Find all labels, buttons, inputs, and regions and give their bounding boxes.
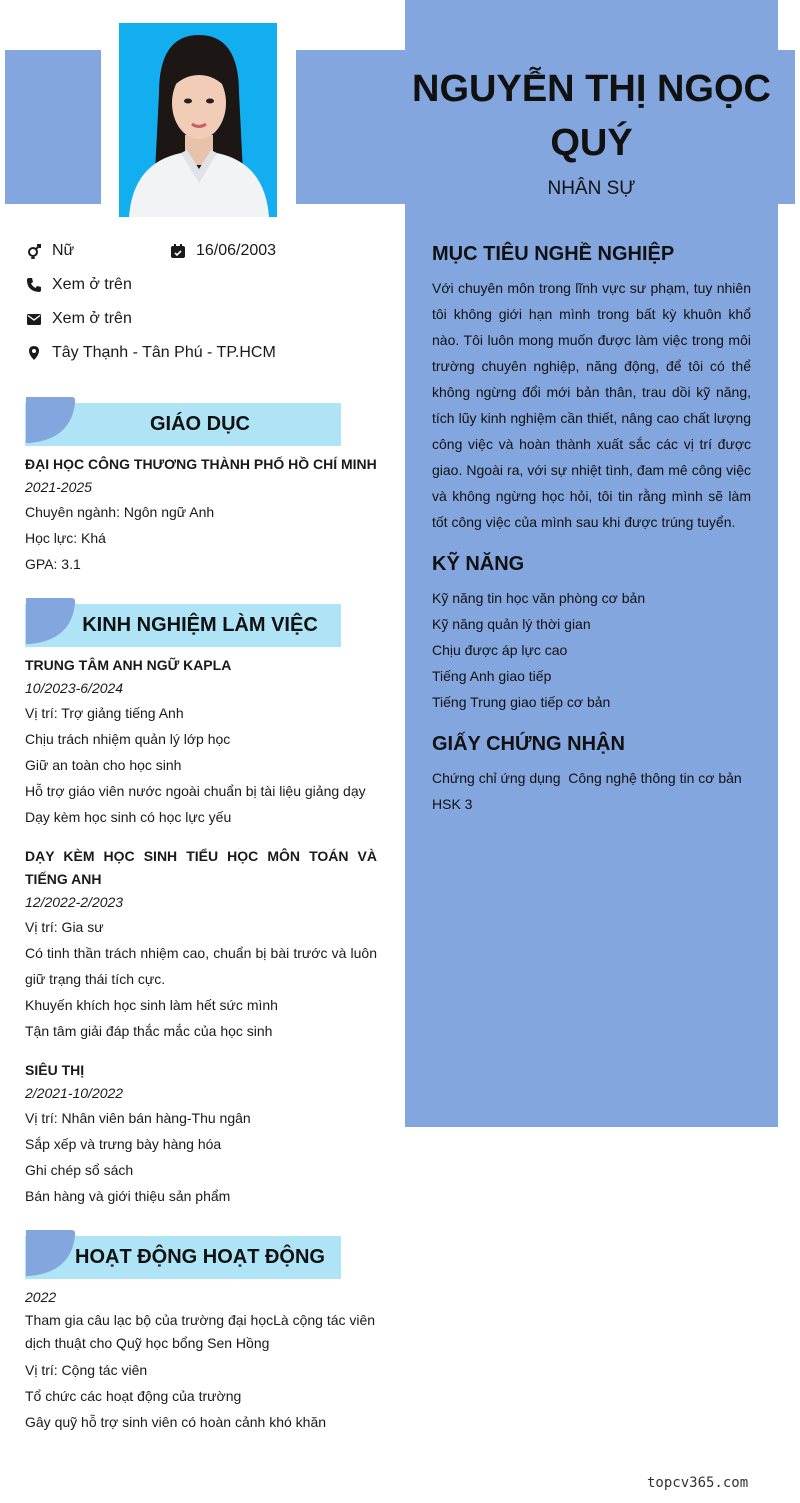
job-org: SIÊU THỊ [25, 1062, 85, 1078]
skill-item: Chịu được áp lực cao [432, 642, 568, 658]
phone-icon [25, 276, 43, 294]
job-line: Ghi chép sổ sách [25, 1162, 134, 1178]
job-period: 10/2023-6/2024 [25, 680, 124, 696]
job-org: TRUNG TÂM ANH NGỮ KAPLA [25, 657, 232, 673]
job-period: 2/2021-10/2022 [25, 1085, 124, 1101]
skill-item: Tiếng Trung giao tiếp cơ bản [432, 694, 611, 710]
education-section-header [25, 397, 341, 447]
activities-title: HOẠT ĐỘNG HOẠT ĐỘNG [75, 1246, 325, 1268]
education-block [25, 453, 377, 577]
profile-photo [119, 23, 277, 217]
education-line: Chuyên ngành: Ngôn ngữ Anh [25, 504, 215, 520]
email-icon [25, 310, 43, 328]
certificates-title: GIẤY CHỨNG NHẬN [432, 733, 625, 755]
education-line: GPA: 3.1 [25, 556, 81, 572]
experience-section-header [25, 598, 341, 648]
job-line: Vị trí: Trợ giảng tiếng Anh [25, 705, 184, 721]
activity-line: Tham gia câu lạc bộ của trường đại họcLà cộng tác viên dịch thuật cho Quỹ học bổng Sen Hồng [25, 1312, 376, 1351]
job-title: NHÂN SỰ [547, 178, 636, 199]
objective-title: MỤC TIÊU NGHỀ NGHIỆP [432, 243, 675, 265]
education-line: Học lực: Khá [25, 530, 106, 546]
experience-title: KINH NGHIỆM LÀM VIỆC [82, 614, 318, 636]
birthday-value: 16/06/2003 [196, 242, 277, 259]
certificates-list [432, 765, 751, 817]
job-line: Có tinh thần trách nhiệm cao, chuẩn bị bài trước và luôn giữ trạng thái tích cực. [25, 945, 377, 987]
education-title: GIÁO DỤC [150, 413, 250, 435]
gender-value: Nữ [52, 242, 75, 259]
decor-block-middle [296, 50, 406, 204]
job-line: Tận tâm giải đáp thắc mắc của học sinh [25, 1023, 273, 1039]
certificate-item: HSK 3 [432, 796, 473, 812]
job-line: Vị trí: Gia sư [25, 919, 104, 935]
job-line: Hỗ trợ giáo viên nước ngoài chuẩn bị tài liệu giảng dạy [25, 783, 366, 799]
activities-block [25, 1286, 377, 1435]
skills-title: KỸ NĂNG [432, 553, 525, 575]
skills-list [432, 585, 751, 715]
job-line: Chịu trách nhiệm quản lý lớp học [25, 731, 231, 747]
candidate-name: NGUYỄN THỊ NGỌC QUÝ [412, 68, 771, 164]
watermark: topcv365.com [647, 1475, 749, 1491]
objective-text: Với chuyên môn trong lĩnh vực sư phạm, tuy nhiên tôi không giới hạn mình trong bất kỳ khuôn khổ nào. Tôi luôn mong muốn được làm việc trong môi trường chuyên nghiệp, năng động, để tôi có thể không ngừng đổi mới bản thân, trau dồi kỹ năng, tích lũy kinh nghiệm cần thiết, nâng cao chất lượng công việc và hoàn thành xuất sắc các vị trí được giao. Ngoài ra, với sự nhiệt tình, đam mê công việc và không ngừng học hỏi, tôi tin rằng mình sẽ làm tốt công việc của mình sau khi được trúng tuyển. [432, 280, 751, 530]
email-row [25, 310, 132, 328]
address-value: Tây Thạnh - Tân Phú - TP.HCM [52, 344, 276, 361]
activities-section-header [25, 1230, 341, 1280]
job-period: 12/2022-2/2023 [25, 894, 124, 910]
activity-period: 2022 [25, 1289, 57, 1305]
phone-row [25, 276, 132, 294]
activity-line: Gây quỹ hỗ trợ sinh viên có hoàn cảnh khó khăn [25, 1414, 327, 1430]
job-line: Bán hàng và giới thiệu sản phẩm [25, 1188, 231, 1204]
job-block [25, 654, 377, 830]
job-block [25, 845, 377, 1044]
job-line: Dạy kèm học sinh có học lực yếu [25, 809, 232, 825]
certificate-item: Chứng chỉ ứng dụng Công nghệ thông tin cơ bản [432, 770, 742, 786]
address-row [25, 344, 276, 362]
job-line: Giữ an toàn cho học sinh [25, 757, 182, 773]
job-line: Sắp xếp và trưng bày hàng hóa [25, 1136, 222, 1152]
skill-item: Tiếng Anh giao tiếp [432, 668, 552, 684]
job-block [25, 1059, 377, 1209]
decor-block-right [777, 50, 795, 204]
education-period: 2021-2025 [25, 479, 92, 495]
skill-item: Kỹ năng tin học văn phòng cơ bản [432, 590, 646, 606]
calendar-icon [169, 242, 187, 260]
phone-value: Xem ở trên [52, 276, 132, 293]
activity-line: Vị trí: Cộng tác viên [25, 1362, 148, 1378]
skill-item: Kỹ năng quản lý thời gian [432, 616, 591, 632]
activity-line: Tổ chức các hoạt động của trường [25, 1388, 242, 1404]
school-name: ĐẠI HỌC CÔNG THƯƠNG THÀNH PHỐ HỒ CHÍ MINH [25, 456, 377, 472]
gender-icon [25, 242, 43, 260]
birthday-row [169, 242, 276, 260]
gender-row [25, 242, 74, 260]
location-icon [25, 344, 43, 362]
email-value: Xem ở trên [52, 310, 132, 327]
job-line: Vị trí: Nhân viên bán hàng-Thu ngân [25, 1110, 251, 1126]
decor-block-left [5, 50, 101, 204]
job-line: Khuyến khích học sinh làm hết sức mình [25, 997, 278, 1013]
job-org: DẠY KÈM HỌC SINH TIỂU HỌC MÔN TOÁN VÀ TIẾNG ANH [25, 848, 377, 887]
